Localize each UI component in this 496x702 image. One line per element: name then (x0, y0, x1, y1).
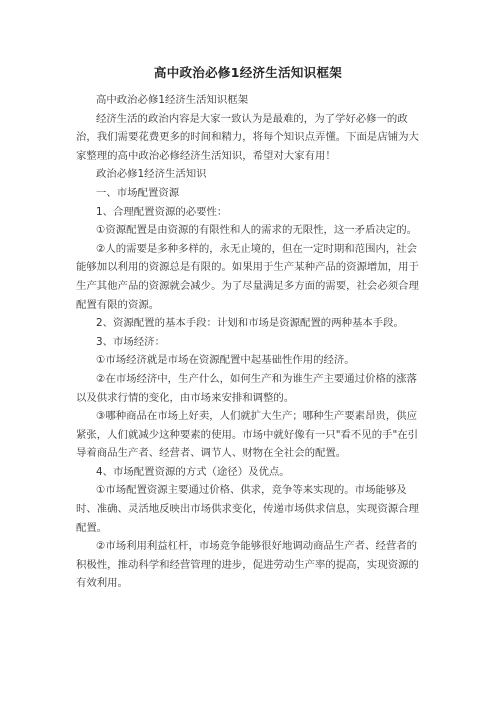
paragraph-point-3-heading: 3、市场经济： (96, 335, 165, 348)
paragraph-point-4-b: ②市场利用利益杠杆，市场竞争能够很好地调动商品生产者、经营者的积极性，推动科学和经营管理的进步，促进劳动生产率的提高，实现资源的有效利用。 (76, 540, 419, 590)
paragraph-point-4-heading: 4、市场配置资源的方式（途径）及优点。 (96, 465, 290, 478)
paragraph-subtitle: 高中政治必修1经济生活知识框架 (96, 94, 249, 106)
paragraph-point-4-a: ①市场配置资源主要通过价格、供求，竞争等来实现的。市场能够及时、准确、灵活地反映出市场供求变化，传递市场供求信息，实现资源合理配置。 (76, 484, 419, 534)
paragraph-point-3-b: ②在市场经济中，生产什么，如何生产和为谁生产主要通过价格的涨落以及供求行情的变化，由市场来安排和调整的。 (76, 372, 418, 404)
paragraph-section-heading: 政治必修1经济生活知识 (96, 168, 207, 181)
paragraph-intro: 经济生活的政治内容是大家一致认为是最难的，为了学好必修一的政治，我们需要花费更多的时间和精力，将每个知识点弄懂。下面是店铺为大家整理的高中政治必修经济生活知识，希望对大家有用！ (76, 112, 419, 162)
paragraph-point-3-a: ①市场经济就是市场在资源配置中起基础性作用的经济。 (96, 354, 355, 367)
document-title: 高中政治必修1经济生活知识框架 (153, 65, 343, 80)
paragraph-point-1-heading: 1、合理配置资源的必要性： (96, 205, 228, 218)
document-body (76, 91, 422, 593)
paragraph-point-1-b: ②人的需要是多种多样的，永无止境的，但在一定时期和范围内，社会能够加以利用的资源总是有限的。如果用于生产某种产品的资源增加，用于生产其他产品的资源就会减少。为了尽量满足多方面的需要，社会必须合理配置有限的资源。 (76, 242, 419, 311)
paragraph-point-1-a: ①资源配置是由资源的有限性和人的需求的无限性，这一矛盾决定的。 (96, 224, 418, 237)
paragraph-point-2: 2、资源配置的基本手段：计划和市场是资源配置的两种基本手段。 (96, 317, 404, 330)
paragraph-chapter-heading: 一、市场配置资源 (96, 186, 180, 199)
paragraph-point-3-c: ③哪种商品在市场上好卖，人们就扩大生产；哪种生产要素昂贵，供应紧张，人们就减少这种要素的使用。市场中就好像有一只"看不见的手"在引导着商品生产者、经营者、调节人、财物在全社会的配置。 (76, 410, 419, 460)
